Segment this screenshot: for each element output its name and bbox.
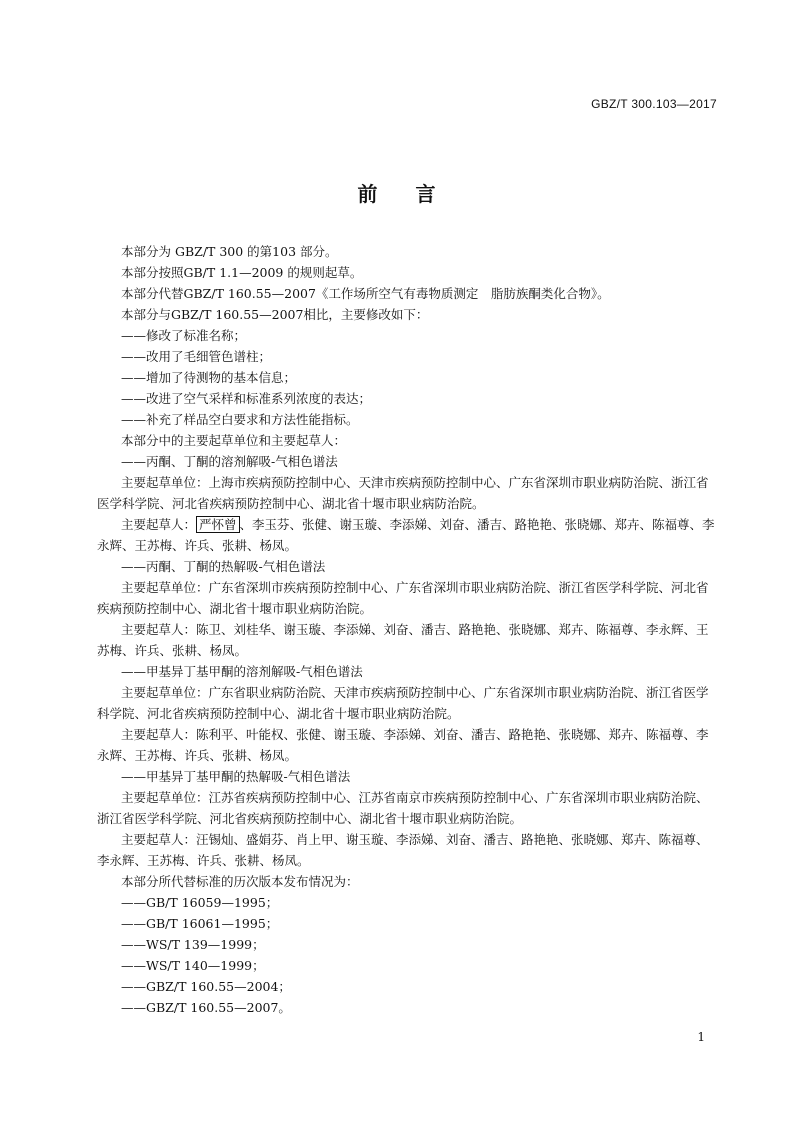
paragraph: 本部分所代替标准的历次版本发布情况为： [121,874,359,889]
page-title: 前言 [357,182,474,206]
highlighted-name: 严怀曾 [196,516,240,533]
drafters: 主要起草人：陈利平、叶能权、张健、谢玉璇、李添娣、刘奋、潘吉、路艳艳、张晓娜、郑卉、陈福尊、李永辉、王苏梅、许兵、张耕、杨凤。 [97,727,709,763]
list-item: ——增加了待测物的基本信息； [121,370,297,385]
method-name: ——丙酮、丁酮的溶剂解吸-气相色谱法 [121,454,338,469]
paragraph: 本部分中的主要起草单位和主要起草人： [121,433,347,448]
standard-code: GBZ/T 300.103—2017 [591,97,717,111]
drafters [97,514,718,556]
list-item: ——GBZ/T 160.55—2004； [121,979,291,994]
drafting-units: 主要起草单位：江苏省疾病预防控制中心、江苏省南京市疾病预防控制中心、广东省深圳市职业病防治院、浙江省医学科学院、河北省疾病预防控制中心、湖北省十堰市职业病防治院。 [97,790,709,826]
list-item: ——补充了样品空白要求和方法性能指标。 [121,412,359,427]
list-item: ——改用了毛细管色谱柱； [121,349,272,364]
drafting-units: 主要起草单位：广东省深圳市疾病预防控制中心、广东省深圳市职业病防治院、浙江省医学科学院、河北省疾病预防控制中心、湖北省十堰市职业病防治院。 [97,580,709,616]
list-item: ——WS/T 139—1999； [121,937,265,952]
list-item: ——改进了空气采样和标准系列浓度的表达； [121,391,372,406]
paragraph: 本部分按照GB/T 1.1—2009 的规则起草。 [121,265,363,280]
page-number: 1 [697,1030,705,1044]
list-item: ——GBZ/T 160.55—2007。 [121,1000,291,1015]
list-item: ——GB/T 16059—1995； [121,895,279,910]
method-name: ——丙酮、丁酮的热解吸-气相色谱法 [121,559,326,574]
method-name: ——甲基异丁基甲酮的溶剂解吸-气相色谱法 [121,664,363,679]
drafters: 主要起草人：陈卫、刘桂华、谢玉璇、李添娣、刘奋、潘吉、路艳艳、张晓娜、郑卉、陈福尊、李永辉、王苏梅、许兵、张耕、杨凤。 [97,622,709,658]
paragraph: 本部分代替GBZ/T 160.55—2007《工作场所空气有毒物质测定 脂肪族酮类化合物》。 [121,286,610,301]
drafters-rest: 、李玉芬、张健、谢玉璇、李添娣、刘奋、潘吉、路艳艳、张晓娜、郑卉、陈福尊、李永辉、王苏梅、许兵、张耕、杨凤。 [97,517,715,553]
drafting-units: 主要起草单位：广东省职业病防治院、天津市疾病预防控制中心、广东省深圳市职业病防治院、浙江省医学科学院、河北省疾病预防控制中心、湖北省十堰市职业病防治院。 [97,685,709,721]
drafting-units: 主要起草单位：上海市疾病预防控制中心、天津市疾病预防控制中心、广东省深圳市职业病防治院、浙江省医学科学院、河北省疾病预防控制中心、湖北省十堰市职业病防治院。 [97,475,709,511]
drafters: 主要起草人：汪锡灿、盛娟芬、肖上甲、谢玉璇、李添娣、刘奋、潘吉、路艳艳、张晓娜、郑卉、陈福尊、李永辉、王苏梅、许兵、张耕、杨凤。 [97,832,709,868]
foreword-body [97,241,718,1018]
paragraph: 本部分与GBZ/T 160.55—2007相比，主要修改如下： [121,307,429,322]
paragraph: 本部分为 GBZ/T 300 的第103 部分。 [121,244,338,259]
list-item: ——WS/T 140—1999； [121,958,265,973]
list-item: ——GB/T 16061—1995； [121,916,279,931]
method-name: ——甲基异丁基甲酮的热解吸-气相色谱法 [121,769,351,784]
drafters-label: 主要起草人： [121,517,197,532]
list-item: ——修改了标准名称； [121,328,247,343]
